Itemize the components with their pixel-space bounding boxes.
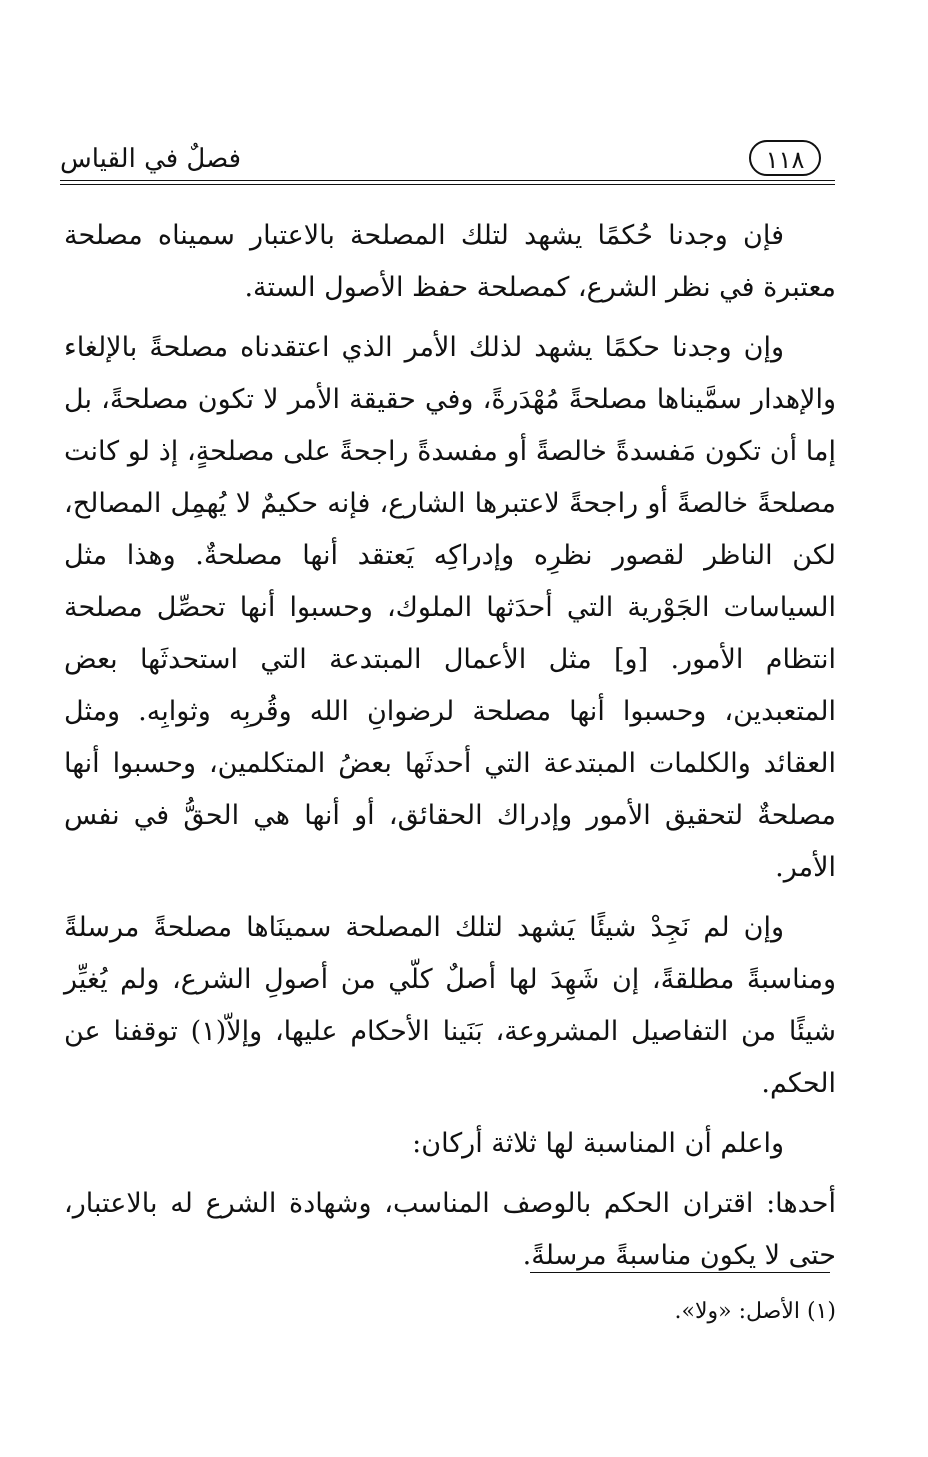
chapter-title: فصلٌ في القياس bbox=[60, 144, 242, 174]
body-text bbox=[64, 210, 836, 1290]
paragraph: فإن وجدنا حُكمًا يشهد لتلك المصلحة بالاعتبار سميناه مصلحة معتبرة في نظر الشرع، كمصلحة حفظ الأصول الستة. bbox=[64, 220, 836, 303]
header-rule bbox=[60, 180, 835, 181]
header-rule-thin bbox=[60, 184, 835, 185]
running-header bbox=[60, 140, 835, 186]
footnote: (١) الأصل: «ولا». bbox=[674, 1299, 836, 1324]
footnote-separator bbox=[530, 1272, 830, 1273]
page-number: ١١٨ bbox=[749, 140, 821, 176]
paragraph: أحدها: اقتران الحكم بالوصف المناسب، وشهادة الشرع له بالاعتبار، حتى لا يكون مناسبةً مرسلةً. bbox=[64, 1188, 836, 1271]
paragraph: واعلم أن المناسبة لها ثلاثة أركان: bbox=[412, 1128, 784, 1159]
paragraph: وإن لم نَجِدْ شيئًا يَشهد لتلك المصلحة سمينَاها مصلحةً مرسلةً ومناسبةً مطلقةً، إن شَهِدَ لها أصلٌ كلّي من أصولِ الشرع، ولم يُغيِّر شيئًا من التفاصيل المشروعة، بَنَينا الأحكام عليها، وإلاّ(١) توقفنا عن الحكم. bbox=[64, 912, 836, 1099]
paragraph: وإن وجدنا حكمًا يشهد لذلك الأمر الذي اعتقدناه مصلحةً بالإلغاء والإهدار سمَّيناها مصلحةً مُهْدَرةً، وفي حقيقة الأمر لا تكون مصلحةً، بل إما أن تكون مَفسدةً خالصةً أو مفسدةً راجحةً على مصلحةٍ، إذ لو كانت مصلحةً خالصةً أو راجحةً لاعتبرها الشارع، فإنه حكيمٌ لا يُهمِل المصالح، لكن الناظر لقصور نظرِه وإدراكِه يَعتقد أنها مصلحةٌ. وهذا مثل السياسات الجَوْرية التي أحدَثها الملوك، وحسبوا أنها تحصِّل مصلحة انتظام الأمور. [و] مثل الأعمال المبتدعة التي استحدثَها بعض المتعبدين، وحسبوا أنها مصلحة لرضوانِ الله وقُربِه وثوابِه. ومثل العقائد والكلمات المبتدعة التي أحدثَها بعضُ المتكلمين، وحسبوا أنها مصلحةٌ لتحقيق الأمور وإدراك الحقائق، أو أنها هي الحقُّ في نفس الأمر. bbox=[64, 332, 836, 883]
